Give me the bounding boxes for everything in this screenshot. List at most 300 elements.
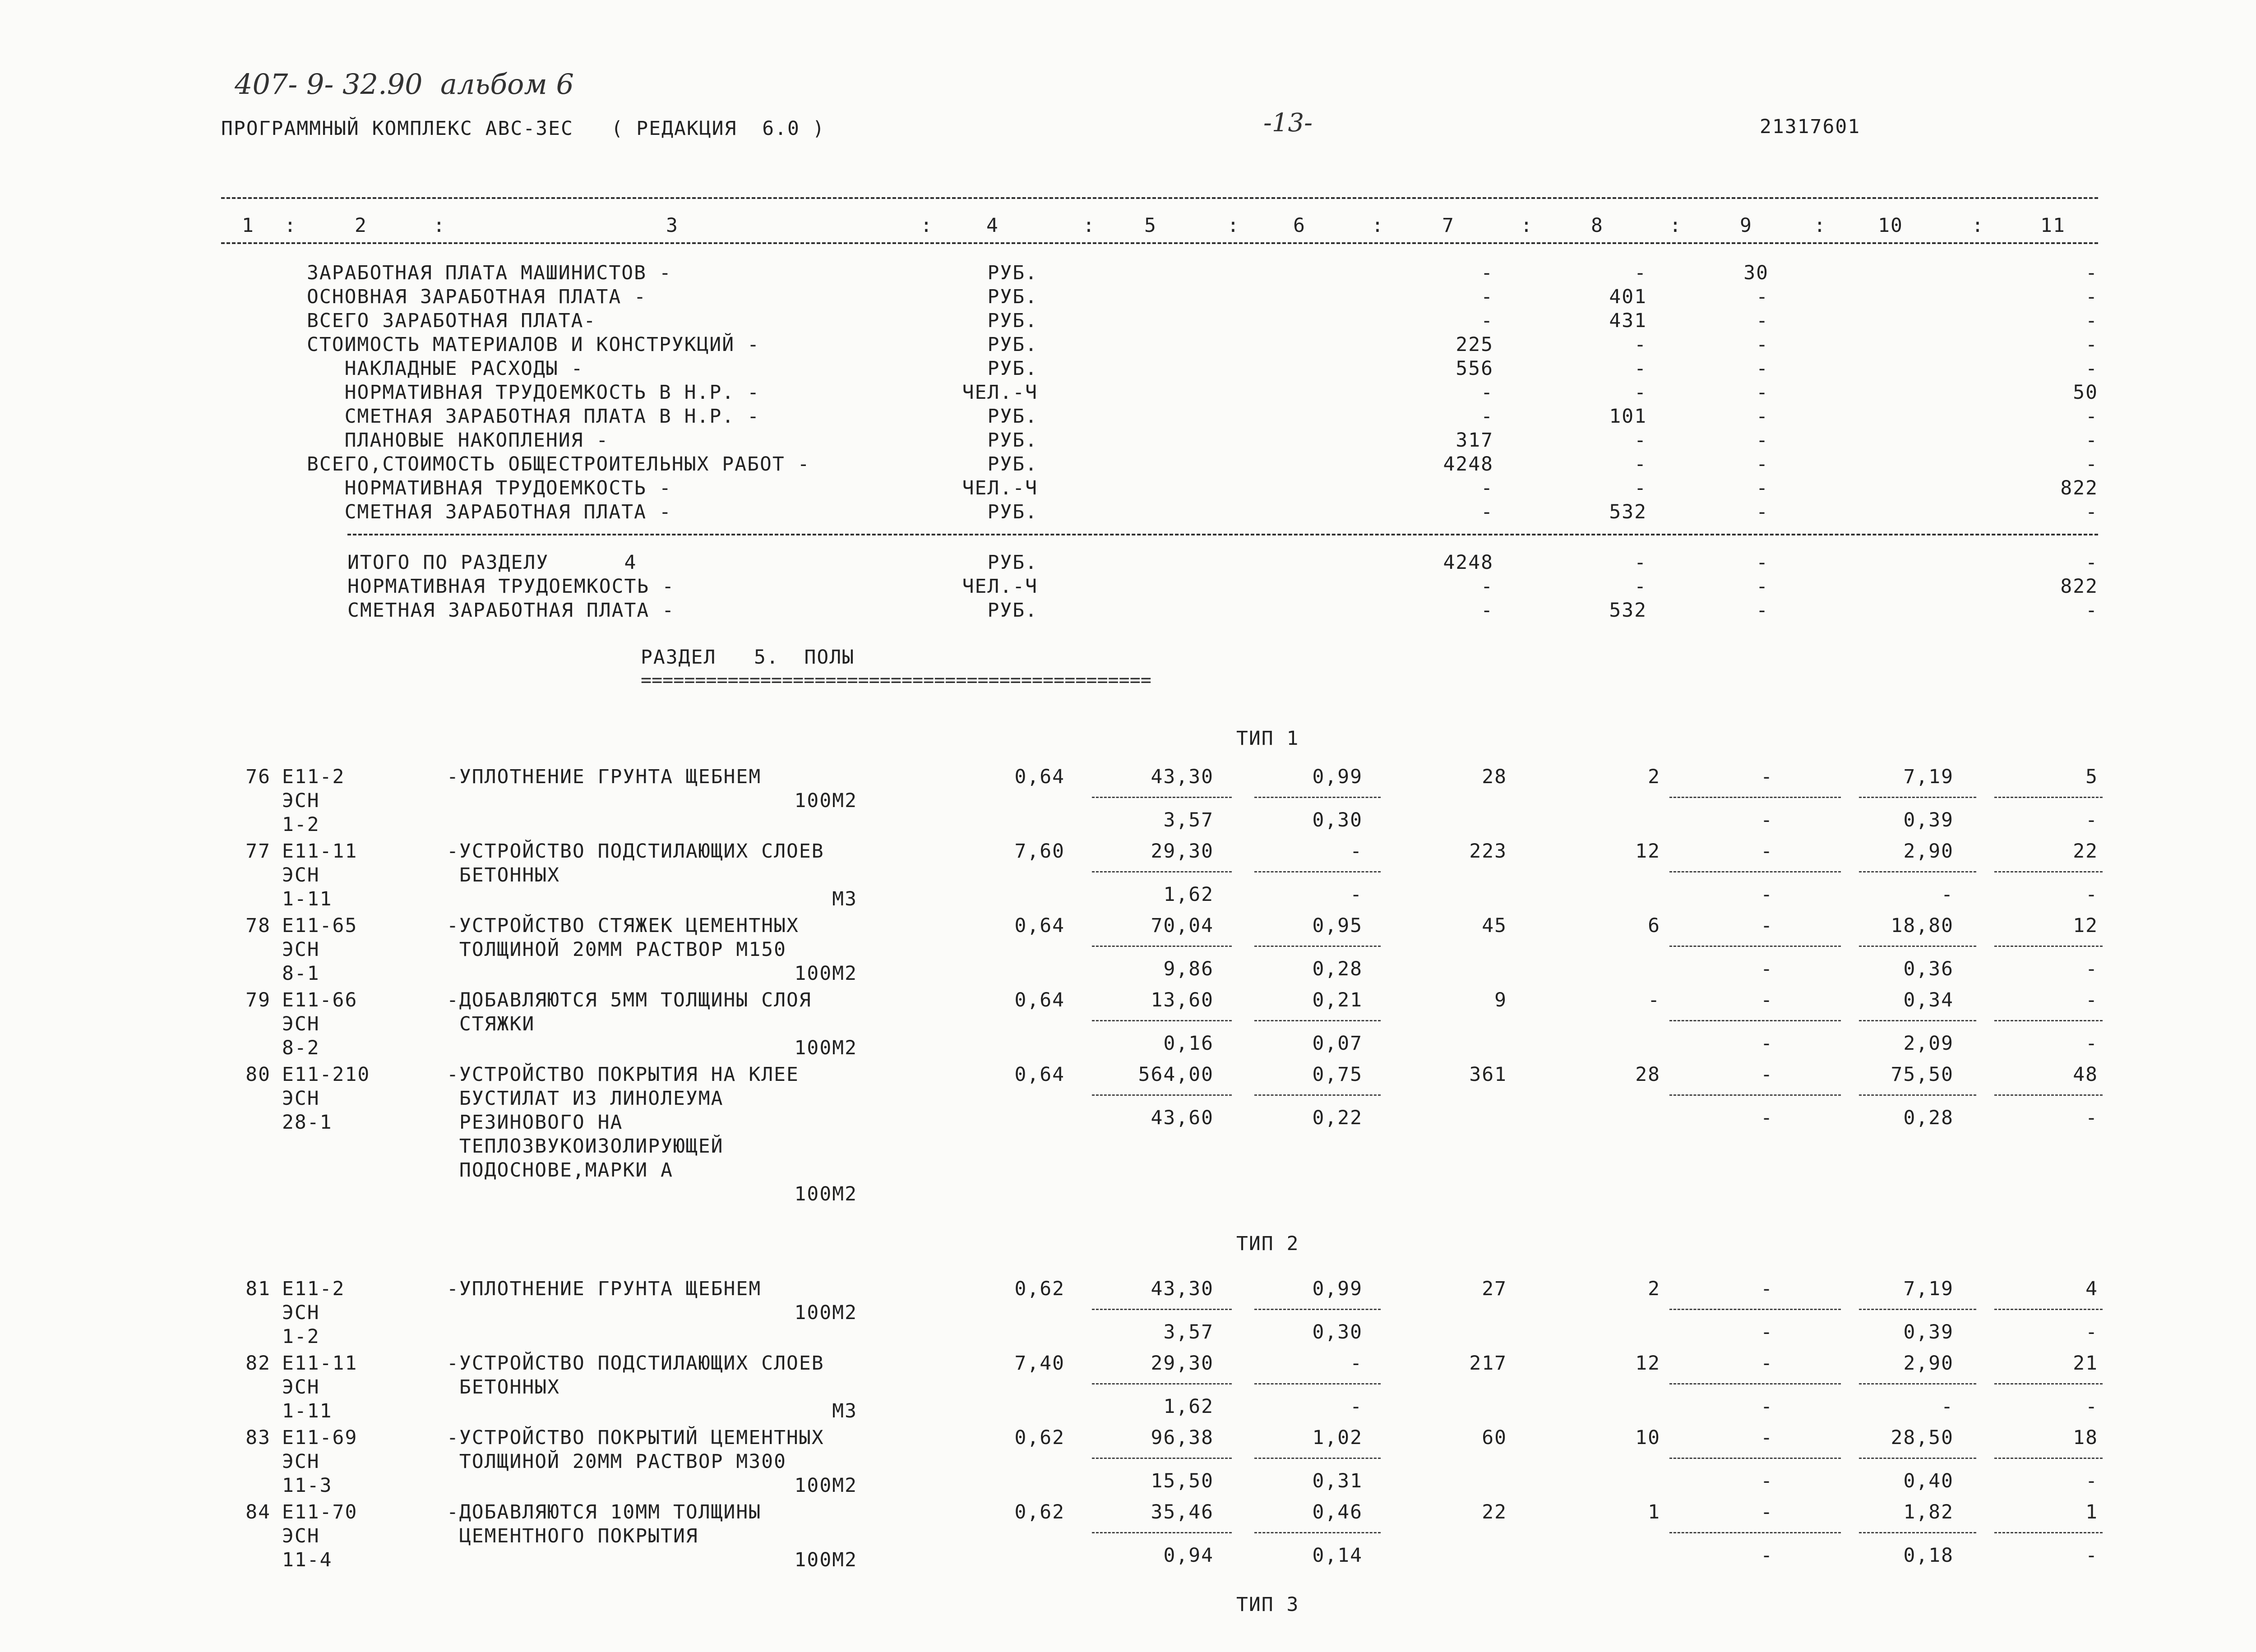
summary-row-unit: РУБ. [987,405,1038,428]
summary-row-col7: - [1481,501,1493,523]
summary-row-col8: - [1634,477,1647,499]
item-rule [1994,1309,2103,1310]
item-unit-cost: 96,38 [1151,1426,1214,1449]
item-code-ref: ЭСН [282,864,320,886]
summary-row-col8: - [1634,357,1647,380]
item-col9-sub: - [1761,1544,1773,1567]
item-unit-cost: 35,46 [1151,1501,1214,1523]
item-rule [1092,1532,1232,1533]
item-rule [1254,797,1381,798]
summary-row-col11: 50 [2073,381,2098,404]
section-title: РАЗДЕЛ 5. ПОЛЫ [641,646,855,669]
item-rule [1859,1020,1976,1021]
item-number: 82 [245,1352,271,1375]
total-row-col9: - [1756,575,1769,598]
summary-row-col8: - [1634,333,1647,356]
item-number: 77 [245,840,271,863]
item-machine-cost-wages: 0,30 [1312,1321,1363,1343]
summary-row-col9: - [1756,381,1769,404]
summary-row-col11: - [2085,262,2098,284]
item-rule [1994,1020,2103,1021]
column-header-2: 2 [355,214,367,237]
column-header-9: 9 [1740,214,1752,237]
summary-row-col8: - [1634,453,1647,475]
item-total-wages: 2 [1648,1278,1660,1300]
item-description-line: РЕЗИНОВОГО НА [447,1111,623,1134]
summary-row-unit: РУБ. [987,429,1038,452]
summary-row-col7: - [1481,381,1493,404]
summary-row-col8: 101 [1609,405,1647,428]
item-col9: - [1761,989,1773,1011]
item-unit-cost: 70,04 [1151,914,1214,937]
item-unit-cost: 29,30 [1151,840,1214,863]
item-labour-sub: 2,09 [1903,1032,1954,1055]
item-code-sub: 11-3 [282,1474,333,1497]
item-quantity: 0,62 [1014,1278,1065,1300]
item-labour-total: 5 [2085,766,2098,788]
program-title: ПРОГРАММНЫЙ КОМПЛЕКС АВС-ЗЕС ( РЕДАКЦИЯ 6.0 ) [221,117,825,140]
item-machine-cost-wages: 0,07 [1312,1032,1363,1055]
item-labour-total-sub: - [2085,1032,2098,1055]
item-labour-total: 1 [2085,1501,2098,1523]
item-rule [1859,1532,1976,1533]
total-row-unit: РУБ. [987,551,1038,574]
summary-row-unit: РУБ. [987,286,1038,308]
item-description-line: БУСТИЛАТ ИЗ ЛИНОЛЕУМА [447,1087,724,1110]
column-header-7: 7 [1442,214,1455,237]
item-rule [1669,1458,1841,1459]
column-header-6: 6 [1293,214,1306,237]
item-rule [1859,946,1976,947]
summary-row-label: ОСНОВНАЯ ЗАРАБОТНАЯ ПЛАТА - [307,286,647,308]
summary-row-unit: РУБ. [987,262,1038,284]
item-description-line: -УСТРОЙСТВО СТЯЖЕК ЦЕМЕНТНЫХ [447,914,799,937]
summary-row-col9: - [1756,333,1769,356]
summary-row-col9: 30 [1743,262,1769,284]
item-total-wages: 6 [1648,914,1660,937]
item-col9-sub: - [1761,1032,1773,1055]
item-rule [1669,946,1841,947]
item-code-ref: ЭСН [282,1301,320,1324]
header-rule-bottom [221,242,2098,244]
summary-row-col11: - [2085,501,2098,523]
item-rule [1254,946,1381,947]
total-row-col9: - [1756,599,1769,622]
item-col9: - [1761,840,1773,863]
item-rule [1092,1094,1232,1096]
item-number: 80 [245,1063,271,1086]
item-description-line: -ДОБАВЛЯЮТСЯ 10ММ ТОЛЩИНЫ [447,1501,762,1523]
item-rule [1859,1309,1976,1310]
column-separator: : [1972,214,1984,237]
item-unit: 100М2 [794,1549,857,1571]
item-code-ref: ЭСН [282,1450,320,1473]
column-header-4: 4 [986,214,999,237]
item-rule [1859,797,1976,798]
item-machine-cost: 0,99 [1312,766,1363,788]
item-total-cost: 223 [1469,840,1507,863]
item-description-line: ПОДОСНОВЕ,МАРКИ А [447,1159,673,1181]
item-rule [1254,871,1381,872]
item-total-wages: 2 [1648,766,1660,788]
summary-row-unit: РУБ. [987,309,1038,332]
item-rule [1254,1532,1381,1533]
total-row-col11: - [2085,551,2098,574]
item-unit: 100М2 [794,1037,857,1059]
item-code-sub: 1-11 [282,888,333,910]
total-row-col7: - [1481,575,1493,598]
total-row-label: СМЕТНАЯ ЗАРАБОТНАЯ ПЛАТА - [347,599,675,622]
item-total-cost: 217 [1469,1352,1507,1375]
item-rule [1669,871,1841,872]
item-total-wages: 12 [1635,1352,1660,1375]
item-machine-cost: 0,99 [1312,1278,1363,1300]
summary-row-col11: - [2085,286,2098,308]
summary-row-col11: - [2085,405,2098,428]
item-description-line: -УСТРОЙСТВО ПОКРЫТИЯ НА КЛЕЕ [447,1063,799,1086]
item-labour-total: - [2085,989,2098,1011]
item-unit-cost: 43,30 [1151,766,1214,788]
total-row-col9: - [1756,551,1769,574]
summary-row-unit: РУБ. [987,453,1038,475]
item-labour-total: 18 [2073,1426,2098,1449]
total-row-col8: 532 [1609,599,1647,622]
item-col9: - [1761,1426,1773,1449]
total-row-label: ИТОГО ПО РАЗДЕЛУ 4 [347,551,637,574]
summary-row-label: НОРМАТИВНАЯ ТРУДОЕМКОСТЬ - [307,477,672,499]
item-machine-cost-wages: - [1350,883,1363,906]
item-machine-cost-wages: 0,28 [1312,958,1363,980]
item-code: Е11-11 [282,840,358,863]
item-description-line: СТЯЖКИ [447,1013,535,1035]
item-description-line: -ДОБАВЛЯЮТСЯ 5ММ ТОЛЩИНЫ СЛОЯ [447,989,812,1011]
item-quantity: 0,64 [1014,914,1065,937]
handwritten-album-note: 407- 9- 32.90 альбом 6 [235,68,574,101]
item-col9-sub: - [1761,1395,1773,1418]
item-labour-total-sub: - [2085,1544,2098,1567]
item-labour: 75,50 [1891,1063,1954,1086]
item-rule [1994,797,2103,798]
section-title-underline: =============================================== [641,670,1151,691]
item-col9: - [1761,766,1773,788]
item-machine-cost-wages: 0,30 [1312,809,1363,831]
item-total-cost: 22 [1482,1501,1507,1523]
item-labour-total: 4 [2085,1278,2098,1300]
item-labour-total-sub: - [2085,809,2098,831]
item-rule [1092,1309,1232,1310]
page-number: -13- [1263,108,1313,138]
item-labour-sub: 0,28 [1903,1107,1954,1129]
summary-row-label: ВСЕГО,СТОИМОСТЬ ОБЩЕСТРОИТЕЛЬНЫХ РАБОТ - [307,453,810,475]
item-code-sub: 28-1 [282,1111,333,1134]
item-rule [1254,1458,1381,1459]
item-labour: 1,82 [1903,1501,1954,1523]
item-quantity: 7,60 [1014,840,1065,863]
item-total-wages: - [1648,989,1660,1011]
item-rule [1092,797,1232,798]
item-labour-total-sub: - [2085,883,2098,906]
item-code-ref: ЭСН [282,1013,320,1035]
column-separator: : [1521,214,1533,237]
item-description-line: БЕТОННЫХ [447,1376,560,1398]
summary-row-label: НАКЛАДНЫЕ РАСХОДЫ - [307,357,584,380]
column-separator: : [1372,214,1384,237]
column-separator: : [920,214,933,237]
item-labour-total: 21 [2073,1352,2098,1375]
item-labour-sub: 0,18 [1903,1544,1954,1567]
item-code: Е11-2 [282,1278,345,1300]
summary-row-col11: - [2085,309,2098,332]
item-total-cost: 361 [1469,1063,1507,1086]
item-description-line: БЕТОННЫХ [447,864,560,886]
total-row-col7: - [1481,599,1493,622]
summary-row-col9: - [1756,477,1769,499]
item-unit-cost: 13,60 [1151,989,1214,1011]
item-labour: 2,90 [1903,840,1954,863]
item-unit-cost-wages: 43,60 [1151,1107,1214,1129]
item-unit-cost-wages: 1,62 [1163,1395,1214,1418]
item-code-ref: ЭСН [282,938,320,961]
summary-row-col8: - [1634,429,1647,452]
item-rule [1669,797,1841,798]
item-col9: - [1761,1278,1773,1300]
item-quantity: 0,62 [1014,1501,1065,1523]
item-rule [1669,1020,1841,1021]
summary-rule [347,534,2098,535]
document-code: 21317601 [1760,115,1861,138]
item-quantity: 7,40 [1014,1352,1065,1375]
column-header-3: 3 [666,214,679,237]
item-col9: - [1761,1352,1773,1375]
item-code-sub: 11-4 [282,1549,333,1571]
item-description-line: ТОЛЩИНОЙ 20ММ РАСТВОР М300 [447,1450,786,1473]
total-row-col11: - [2085,599,2098,622]
item-labour-sub: 0,39 [1903,809,1954,831]
item-total-cost: 28 [1482,766,1507,788]
item-rule [1254,1309,1381,1310]
item-labour: 28,50 [1891,1426,1954,1449]
total-row-unit: РУБ. [987,599,1038,622]
item-number: 76 [245,766,271,788]
item-rule [1092,1020,1232,1021]
summary-row-col9: - [1756,429,1769,452]
summary-row-label: ВСЕГО ЗАРАБОТНАЯ ПЛАТА- [307,309,596,332]
summary-row-unit: РУБ. [987,501,1038,523]
item-rule [1669,1094,1841,1096]
item-rule [1994,1094,2103,1096]
item-unit-cost-wages: 0,94 [1163,1544,1214,1567]
summary-row-col7: 556 [1456,357,1493,380]
item-machine-cost: - [1350,1352,1363,1375]
item-description-line: -УПЛОТНЕНИЕ ГРУНТА ЩЕБНЕМ [447,1278,762,1300]
column-header-11: 11 [2040,214,2066,237]
item-machine-cost: - [1350,840,1363,863]
item-unit-cost-wages: 3,57 [1163,1321,1214,1343]
item-total-wages: 1 [1648,1501,1660,1523]
item-total-wages: 10 [1635,1426,1660,1449]
item-col9-sub: - [1761,1321,1773,1343]
item-machine-cost-wages: 0,14 [1312,1544,1363,1567]
total-row-col11: 822 [2060,575,2098,598]
item-total-cost: 27 [1482,1278,1507,1300]
item-unit: 100М2 [794,1474,857,1497]
item-unit-cost-wages: 1,62 [1163,883,1214,906]
item-rule [1859,1458,1976,1459]
item-rule [1859,871,1976,872]
column-header-10: 10 [1878,214,1903,237]
item-rule [1859,1094,1976,1096]
item-col9: - [1761,914,1773,937]
summary-row-col11: 822 [2060,477,2098,499]
item-rule [1669,1383,1841,1384]
item-code-sub: 1-2 [282,1325,320,1348]
item-labour: 18,80 [1891,914,1954,937]
item-rule [1254,1094,1381,1096]
summary-row-col7: - [1481,262,1493,284]
total-row-col8: - [1634,575,1647,598]
item-quantity: 0,64 [1014,766,1065,788]
item-labour: 2,90 [1903,1352,1954,1375]
summary-row-unit: ЧЕЛ.-Ч [962,381,1038,404]
item-col9-sub: - [1761,883,1773,906]
summary-row-label: СМЕТНАЯ ЗАРАБОТНАЯ ПЛАТА - [307,501,672,523]
summary-row-label: НОРМАТИВНАЯ ТРУДОЕМКОСТЬ В Н.Р. - [307,381,760,404]
item-code-ref: ЭСН [282,789,320,812]
column-header-8: 8 [1591,214,1604,237]
item-labour-total-sub: - [2085,958,2098,980]
item-unit: М3 [832,888,857,910]
item-quantity: 0,64 [1014,1063,1065,1086]
summary-row-label: СТОИМОСТЬ МАТЕРИАЛОВ И КОНСТРУКЦИЙ - [307,333,760,356]
item-labour-sub: 0,36 [1903,958,1954,980]
summary-row-col11: - [2085,429,2098,452]
column-header-5: 5 [1144,214,1157,237]
summary-row-col8: - [1634,262,1647,284]
item-machine-cost: 0,46 [1312,1501,1363,1523]
column-separator: : [1227,214,1240,237]
item-unit: М3 [832,1400,857,1422]
item-col9-sub: - [1761,958,1773,980]
item-code: Е11-2 [282,766,345,788]
item-unit-cost: 29,30 [1151,1352,1214,1375]
item-code-ref: ЭСН [282,1525,320,1547]
header-rule-top [221,197,2098,199]
item-unit: 100М2 [794,962,857,985]
item-total-cost: 45 [1482,914,1507,937]
item-labour-sub: - [1941,1395,1954,1418]
item-rule [1994,1458,2103,1459]
item-code-ref: ЭСН [282,1376,320,1398]
column-separator: : [284,214,297,237]
item-rule [1254,1383,1381,1384]
summary-row-col11: - [2085,453,2098,475]
item-rule [1669,1309,1841,1310]
summary-row-col7: - [1481,309,1493,332]
item-description-line: -УСТРОЙСТВО ПОДСТИЛАЮЩИХ СЛОЕВ [447,840,824,863]
item-rule [1994,1383,2103,1384]
item-machine-cost-wages: - [1350,1395,1363,1418]
column-separator: : [433,214,446,237]
item-description-line: ТОЛЩИНОЙ 20ММ РАСТВОР М150 [447,938,786,961]
item-description-line: ЦЕМЕНТНОГО ПОКРЫТИЯ [447,1525,698,1547]
item-unit-cost: 564,00 [1138,1063,1214,1086]
summary-row-col8: 431 [1609,309,1647,332]
type-label: ТИП 1 [1236,727,1299,750]
item-col9-sub: - [1761,1470,1773,1492]
item-number: 79 [245,989,271,1011]
item-labour: 7,19 [1903,1278,1954,1300]
summary-row-col7: - [1481,286,1493,308]
item-quantity: 0,62 [1014,1426,1065,1449]
summary-row-label: ЗАРАБОТНАЯ ПЛАТА МАШИНИСТОВ - [307,262,672,284]
item-code-sub: 8-1 [282,962,320,985]
summary-row-label: СМЕТНАЯ ЗАРАБОТНАЯ ПЛАТА В Н.Р. - [307,405,760,428]
item-col9-sub: - [1761,1107,1773,1129]
item-machine-cost: 1,02 [1312,1426,1363,1449]
item-labour: 0,34 [1903,989,1954,1011]
item-machine-cost-wages: 0,31 [1312,1470,1363,1492]
item-rule [1994,1532,2103,1533]
column-separator: : [1814,214,1826,237]
item-total-wages: 12 [1635,840,1660,863]
item-col9-sub: - [1761,809,1773,831]
summary-row-col9: - [1756,286,1769,308]
item-unit-cost-wages: 0,16 [1163,1032,1214,1055]
item-quantity: 0,64 [1014,989,1065,1011]
item-rule [1994,946,2103,947]
summary-row-unit: ЧЕЛ.-Ч [962,477,1038,499]
item-machine-cost: 0,21 [1312,989,1363,1011]
summary-row-col8: 532 [1609,501,1647,523]
item-labour-total: 48 [2073,1063,2098,1086]
summary-row-col9: - [1756,501,1769,523]
item-rule [1669,1532,1841,1533]
summary-row-col7: - [1481,405,1493,428]
item-rule [1092,1383,1232,1384]
item-rule [1859,1383,1976,1384]
item-code: Е11-11 [282,1352,358,1375]
item-unit: 100М2 [794,1301,857,1324]
item-rule [1254,1020,1381,1021]
total-row-col8: - [1634,551,1647,574]
summary-row-col7: 317 [1456,429,1493,452]
item-labour-total-sub: - [2085,1395,2098,1418]
item-description-line: ТЕПЛОЗВУКОИЗОЛИРУЮЩЕЙ [447,1135,724,1158]
summary-row-col9: - [1756,309,1769,332]
summary-row-col7: 225 [1456,333,1493,356]
item-code: Е11-69 [282,1426,358,1449]
item-code: Е11-66 [282,989,358,1011]
item-rule [1092,946,1232,947]
type-label: ТИП 3 [1236,1593,1299,1616]
item-labour-total-sub: - [2085,1470,2098,1492]
item-labour-total-sub: - [2085,1321,2098,1343]
item-unit-cost-wages: 15,50 [1151,1470,1214,1492]
item-number: 78 [245,914,271,937]
item-description-line: -УСТРОЙСТВО ПОДСТИЛАЮЩИХ СЛОЕВ [447,1352,824,1375]
item-machine-cost-wages: 0,22 [1312,1107,1363,1129]
item-labour-total: 22 [2073,840,2098,863]
column-separator: : [1083,214,1096,237]
item-code: Е11-210 [282,1063,370,1086]
item-rule [1092,871,1232,872]
item-labour: 7,19 [1903,766,1954,788]
summary-row-unit: РУБ. [987,333,1038,356]
total-row-unit: ЧЕЛ.-Ч [962,575,1038,598]
item-number: 83 [245,1426,271,1449]
summary-row-col9: - [1756,405,1769,428]
item-machine-cost: 0,95 [1312,914,1363,937]
